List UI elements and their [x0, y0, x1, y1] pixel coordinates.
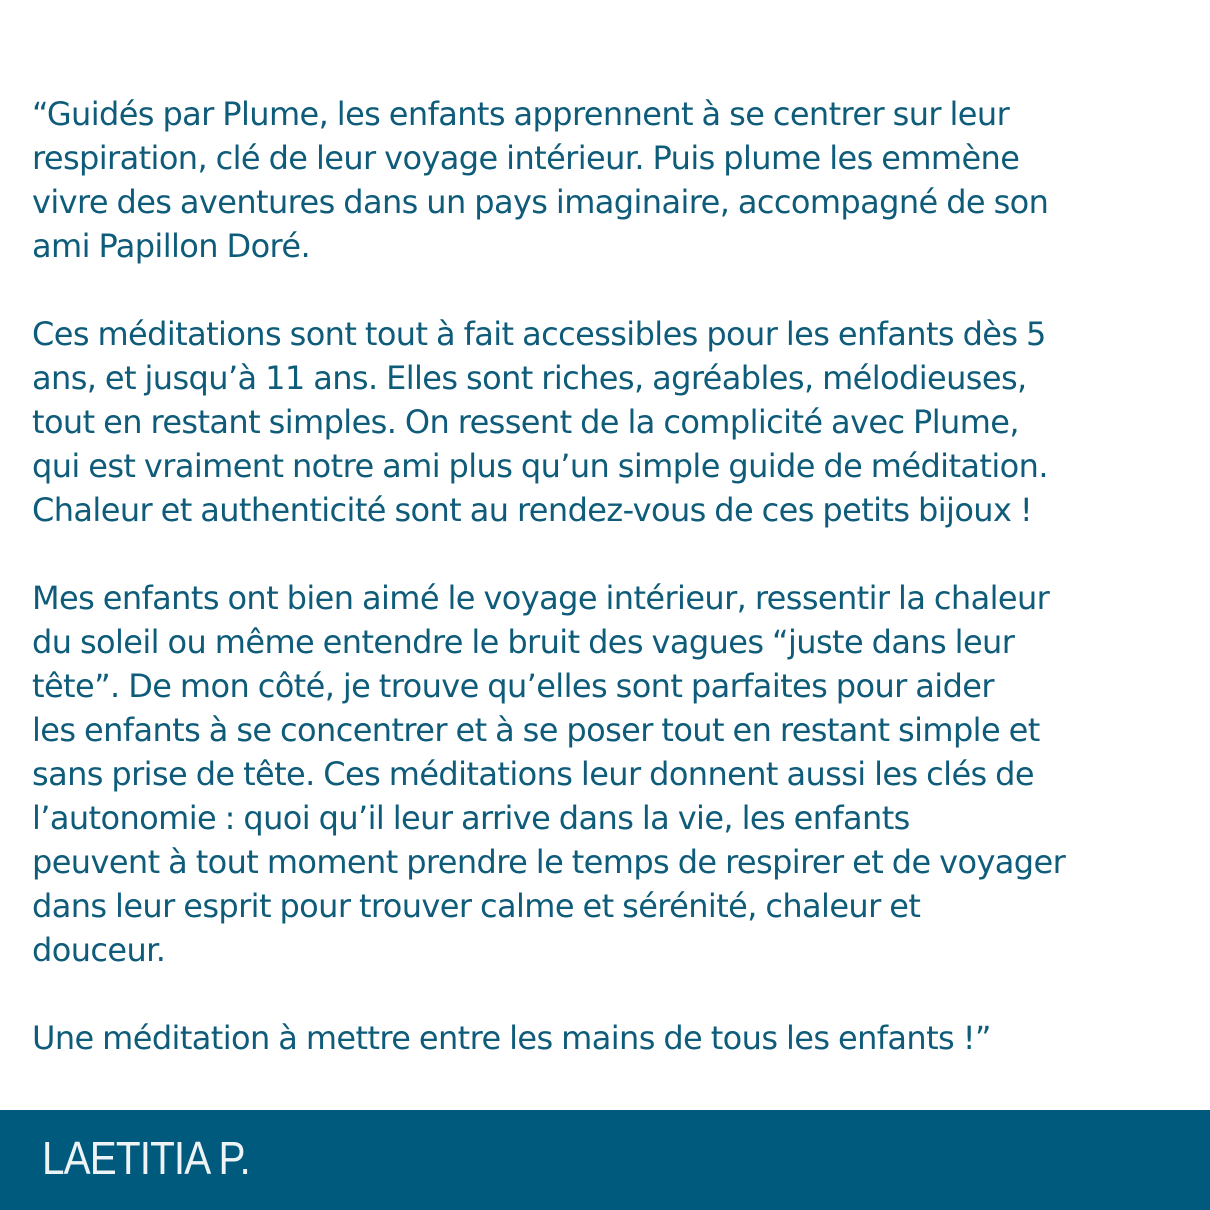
quote-line: les enfants à se concentrer et à se poser tout en restant simple et	[32, 711, 1040, 749]
quote-line: vivre des aventures dans un pays imaginaire, accompagné de son	[32, 183, 1049, 221]
testimonial-quote	[32, 92, 1210, 1060]
author-name: LAETITIA P.	[42, 1132, 250, 1184]
quote-line: “Guidés par Plume, les enfants apprennent à se centrer sur leur	[32, 95, 1010, 133]
quote-line: Ces méditations sont tout à fait accessibles pour les enfants dès 5	[32, 315, 1046, 353]
quote-line: tête”. De mon côté, je trouve qu’elles sont parfaites pour aider	[32, 667, 994, 705]
quote-line: peuvent à tout moment prendre le temps de respirer et de voyager	[32, 843, 1066, 881]
quote-paragraph	[32, 576, 1210, 972]
quote-paragraph	[32, 312, 1210, 532]
quote-line: douceur.	[32, 931, 166, 969]
quote-line: ans, et jusqu’à 11 ans. Elles sont riches, agréables, mélodieuses,	[32, 359, 1027, 397]
quote-line: sans prise de tête. Ces méditations leur donnent aussi les clés de	[32, 755, 1034, 793]
quote-line: l’autonomie : quoi qu’il leur arrive dans la vie, les enfants	[32, 799, 910, 837]
quote-line: dans leur esprit pour trouver calme et sérénité, chaleur et	[32, 887, 921, 925]
quote-paragraph	[32, 92, 1210, 268]
quote-line: ami Papillon Doré.	[32, 227, 311, 265]
quote-line: Mes enfants ont bien aimé le voyage intérieur, ressentir la chaleur	[32, 579, 1050, 617]
quote-line: Chaleur et authenticité sont au rendez-vous de ces petits bijoux !	[32, 491, 1033, 529]
quote-paragraph	[32, 1016, 1210, 1060]
quote-line: respiration, clé de leur voyage intérieur. Puis plume les emmène	[32, 139, 1020, 177]
quote-line: tout en restant simples. On ressent de la complicité avec Plume,	[32, 403, 1019, 441]
quote-line: qui est vraiment notre ami plus qu’un simple guide de méditation.	[32, 447, 1048, 485]
quote-line: du soleil ou même entendre le bruit des vagues “juste dans leur	[32, 623, 1015, 661]
quote-line: Une méditation à mettre entre les mains de tous les enfants !”	[32, 1019, 991, 1057]
